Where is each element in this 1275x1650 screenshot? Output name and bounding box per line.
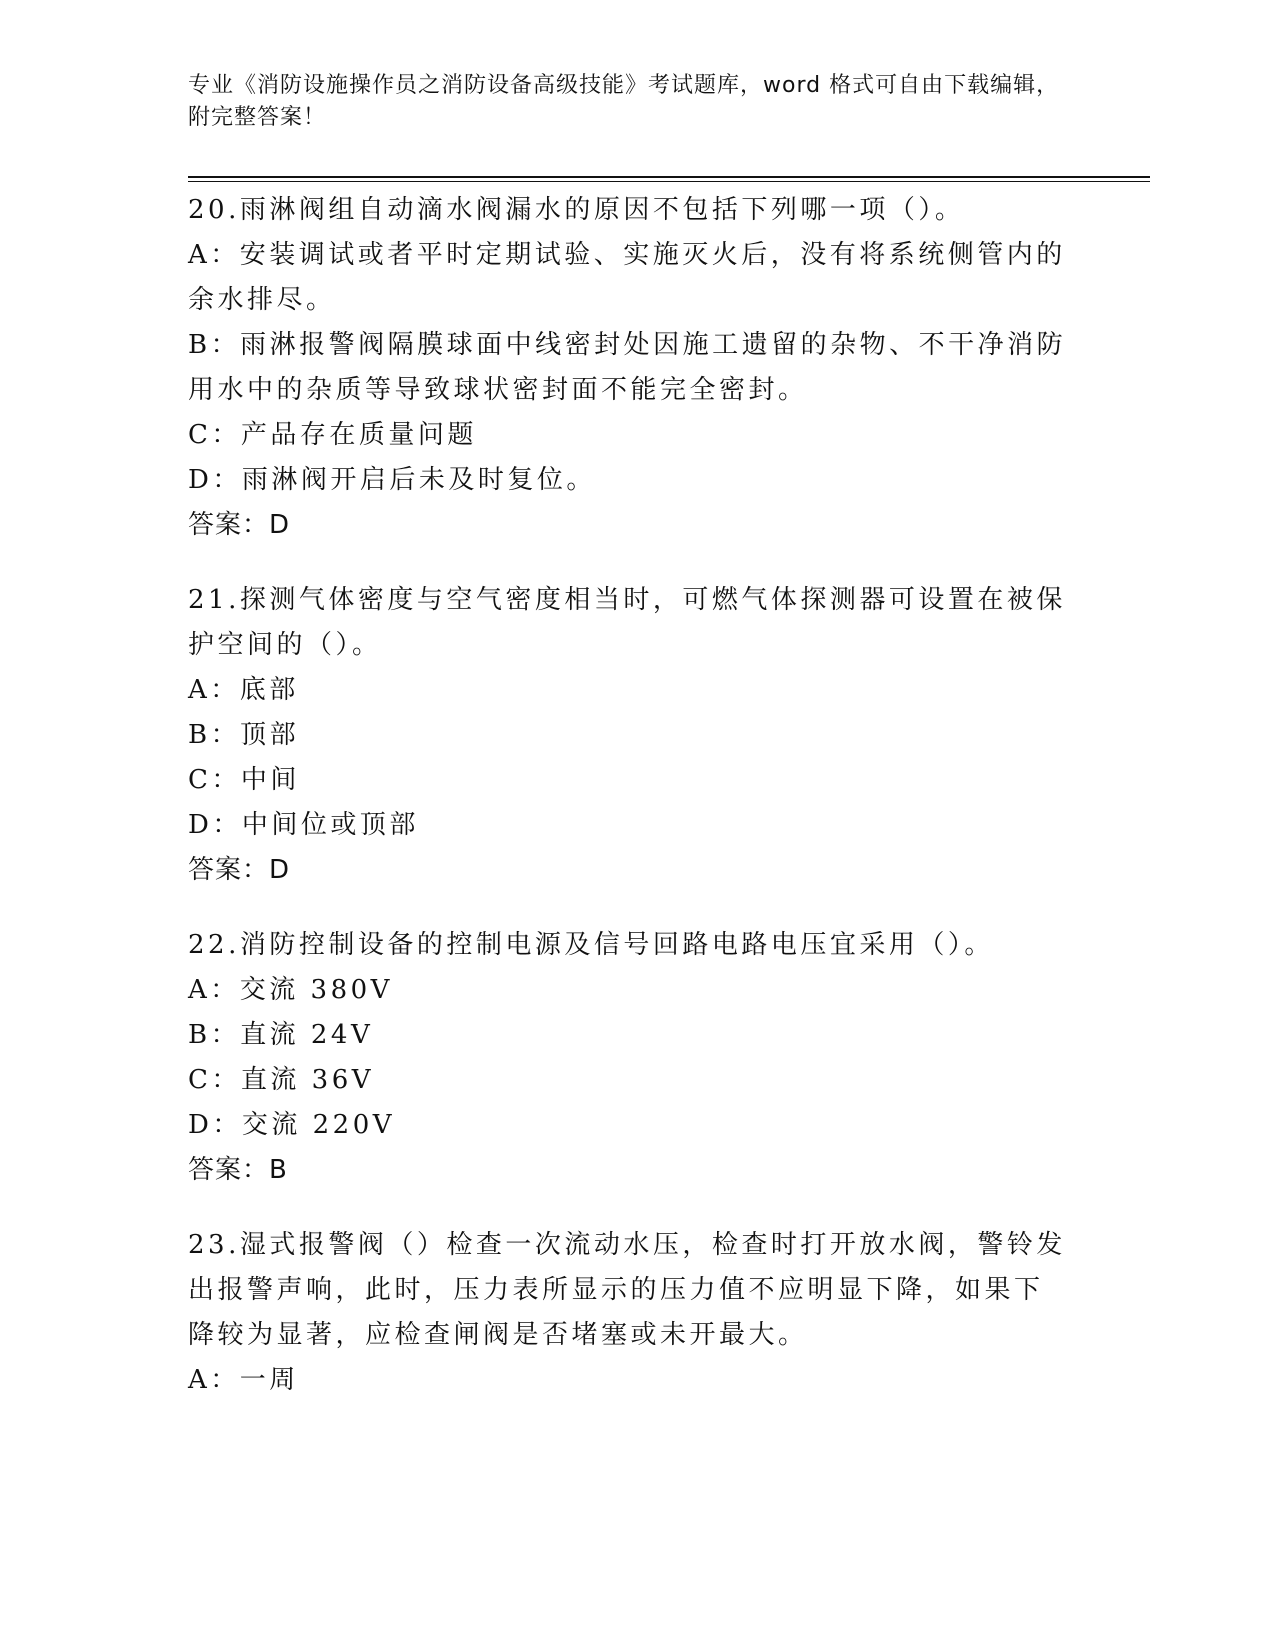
- document-header: 专业《消防设施操作员之消防设备高级技能》考试题库，word 格式可自由下载编辑，附完整答案！: [188, 73, 1060, 130]
- option-a: A：一周: [188, 1365, 299, 1395]
- header-rule-thin: [188, 181, 1150, 182]
- question-stem: 20.雨淋阀组自动滴水阀漏水的原因不包括下列哪一项（）。: [188, 195, 965, 225]
- option-c: C：产品存在质量问题: [188, 420, 477, 450]
- option-a: A：安装调试或者平时定期试验、实施灭火后，没有将系统侧管内的余水排尽。: [188, 240, 1066, 315]
- answer: 答案：D: [188, 510, 291, 540]
- option-d: D：中间位或顶部: [188, 810, 419, 840]
- option-b: B：雨淋报警阀隔膜球面中线密封处因施工遗留的杂物、不干净消防用水中的杂质等导致球状密封面不能完全密封。: [188, 330, 1067, 405]
- header-rule-thick: [188, 176, 1150, 178]
- question-23: [188, 1223, 1068, 1403]
- answer: 答案：B: [188, 1155, 288, 1185]
- question-stem: 22.消防控制设备的控制电源及信号回路电路电压宜采用（）。: [188, 930, 994, 960]
- option-a: A：底部: [188, 675, 299, 705]
- question-21: [188, 578, 1068, 893]
- option-b: B：顶部: [188, 720, 300, 750]
- option-d: D：交流 220V: [188, 1110, 396, 1140]
- answer: 答案：D: [188, 855, 291, 885]
- question-stem: 23.湿式报警阀（）检查一次流动水压，检查时打开放水阀，警铃发出报警声响，此时，压力表所显示的压力值不应明显下降，如果下降较为显著，应检查闸阀是否堵塞或未开最大。: [188, 1230, 1066, 1350]
- question-22: [188, 923, 1068, 1193]
- question-20: [188, 188, 1068, 548]
- question-stem: 21.探测气体密度与空气密度相当时，可燃气体探测器可设置在被保护空间的（）。: [188, 585, 1066, 660]
- option-c: C：直流 36V: [188, 1065, 375, 1095]
- option-c: C：中间: [188, 765, 300, 795]
- option-b: B：直流 24V: [188, 1020, 374, 1050]
- question-list: [188, 188, 1068, 1433]
- option-a: A：交流 380V: [188, 975, 393, 1005]
- option-d: D：雨淋阀开启后未及时复位。: [188, 465, 596, 495]
